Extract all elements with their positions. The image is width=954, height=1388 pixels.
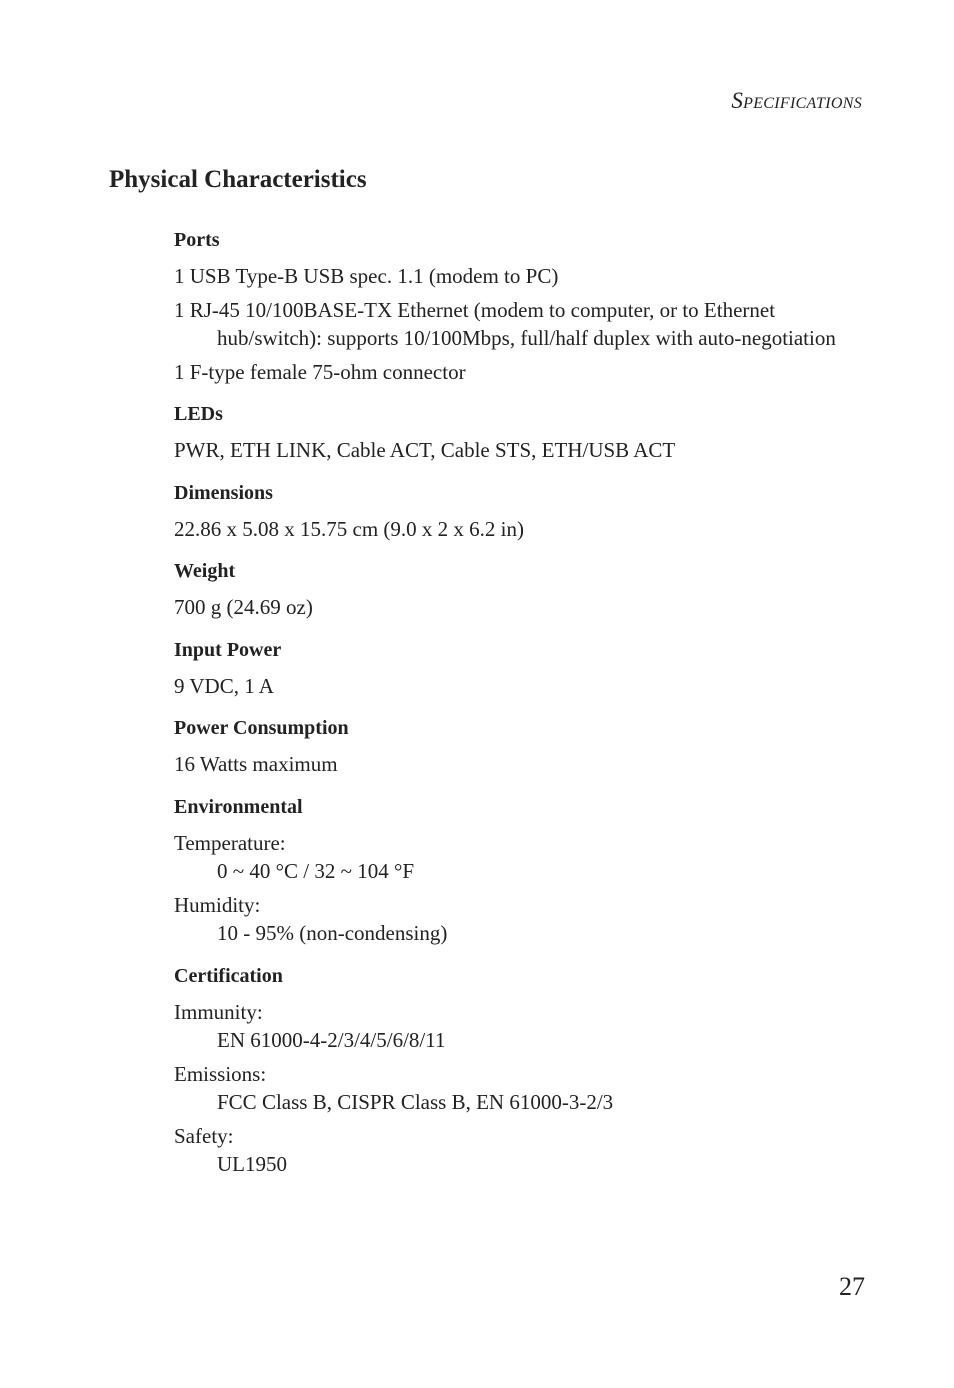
certification-entry <box>174 998 864 1055</box>
ports-item: 1 F-type female 75-ohm connector <box>174 359 466 384</box>
entry-value: UL1950 <box>217 1152 287 1176</box>
ports-heading: Ports <box>174 229 220 251</box>
running-head-initial: S <box>731 88 744 113</box>
dimensions-item: 22.86 x 5.08 x 15.75 cm (9.0 x 2 x 6.2 in) <box>174 516 524 541</box>
weight-group <box>174 557 864 622</box>
ports-item: 1 USB Type-B USB spec. 1.1 (modem to PC) <box>174 264 559 288</box>
entry-label: Emissions: <box>174 1061 267 1086</box>
running-head <box>731 88 862 114</box>
input-power-heading: Input Power <box>174 638 282 661</box>
input-power-group <box>174 636 864 701</box>
certification-group <box>174 962 864 1179</box>
dimensions-group <box>174 479 864 544</box>
certification-heading: Certification <box>174 964 283 987</box>
section-title: Physical Characteristics <box>109 166 367 193</box>
running-head-rest: PECIFICATIONS <box>743 95 862 112</box>
ports-item: 1 RJ-45 10/100BASE-TX Ethernet (modem to computer, or to Ethernet hub/switch): supports 10/100Mbps, full/half duplex with auto-negotiation <box>174 297 836 350</box>
entry-value: FCC Class B, CISPR Class B, EN 61000-3-2/3 <box>217 1090 614 1114</box>
dimensions-heading: Dimensions <box>174 481 273 504</box>
leds-item: PWR, ETH LINK, Cable ACT, Cable STS, ETH/USB ACT <box>174 438 676 462</box>
entry-label: Humidity: <box>174 892 261 917</box>
certification-entry <box>174 1060 864 1117</box>
entry-label: Safety: <box>174 1123 234 1148</box>
weight-item: 700 g (24.69 oz) <box>174 595 313 619</box>
power-consumption-heading: Power Consumption <box>174 717 349 739</box>
environmental-group <box>174 793 864 948</box>
entry-value: 0 ~ 40 °C / 32 ~ 104 °F <box>217 859 415 883</box>
weight-heading: Weight <box>174 560 236 582</box>
power-consumption-group <box>174 714 864 779</box>
entry-value: EN 61000-4-2/3/4/5/6/8/11 <box>217 1028 446 1052</box>
power-consumption-item: 16 Watts maximum <box>174 752 338 776</box>
environmental-heading: Environmental <box>174 795 303 818</box>
spec-content <box>174 226 864 1193</box>
leds-heading: LEDs <box>174 403 223 425</box>
input-power-item: 9 VDC, 1 A <box>174 673 274 698</box>
entry-label: Temperature: <box>174 830 286 855</box>
page-number: 27 <box>839 1272 865 1301</box>
leds-group <box>174 400 864 465</box>
certification-entry <box>174 1122 864 1179</box>
entry-value: 10 - 95% (non-condensing) <box>217 921 448 945</box>
environmental-entry <box>174 891 864 948</box>
ports-group <box>174 226 864 386</box>
entry-label: Immunity: <box>174 999 263 1024</box>
environmental-entry <box>174 829 864 886</box>
